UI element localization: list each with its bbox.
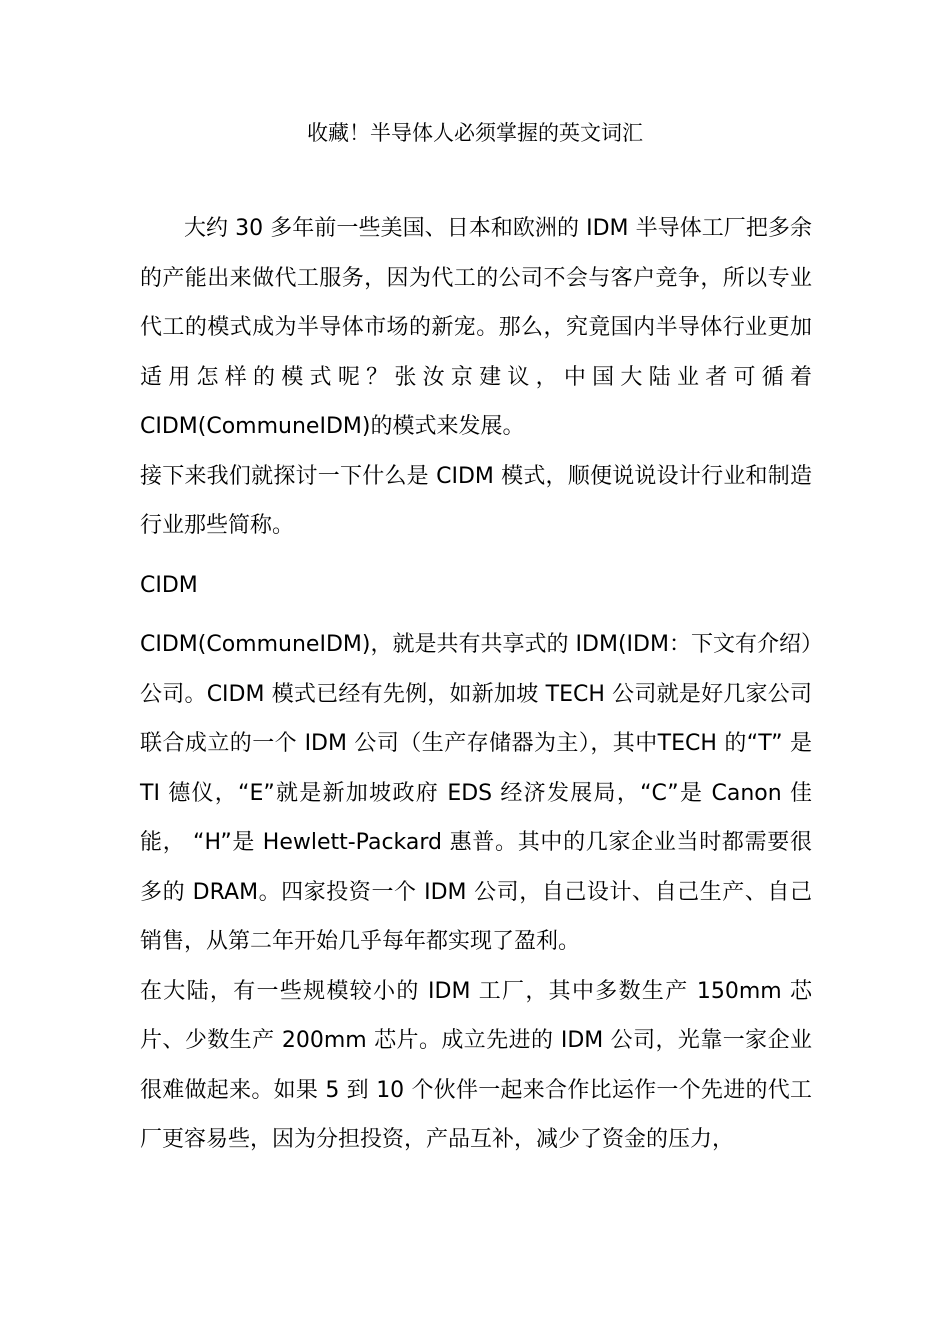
paragraph-cidm-definition: CIDM(CommuneIDM)，就是共有共享式的 IDM(IDM：下文有介绍）公司。CIDM 模式已经有先例，如新加坡 TECH 公司就是好几家公司联合成立的一个 IDM 公司（生产存储器为主），其中TECH 的“T” 是 TI 德仪，“E”就是新加坡政府 EDS 经济发展局，“C”是 Canon 佳能， “H”是 Hewlett-Packard 惠普。其中的几家企业当时都需要很多的 DRAM。四家投资一个 IDM 公司，自己设计、自己生产、自己销售，从第二年开始几乎每年都实现了盈利。 xyxy=(140,632,812,954)
paragraph-intro: 大约 30 多年前一些美国、日本和欧洲的 IDM 半导体工厂把多余的产能出来做代工服务，因为代工的公司不会与客户竞争，所以专业代工的模式成为半导体市场的新宠。那么，究竟国内半导体行业更加适用怎样的模式呢？张汝京建议，中国大陆业者可循着 CIDM(CommuneIDM)的模式来发展。 xyxy=(140,216,812,439)
paragraph-cidm-question: 接下来我们就探讨一下什么是 CIDM 模式，顺便说说设计行业和制造行业那些简称。 xyxy=(140,463,812,538)
document-body xyxy=(140,204,812,1165)
section-heading-cidm: CIDM xyxy=(140,572,198,598)
paragraph-mainland-idm: 在大陆，有一些规模较小的 IDM 工厂，其中多数生产 150mm 芯片、少数生产 200mm 芯片。成立先进的 IDM 公司，光靠一家企业很难做起来。如果 5 到 10 个伙伴一起来合作比运作一个先进的代工厂更容易些，因为分担投资，产品互补，减少了资金的压力， xyxy=(140,978,812,1152)
document-title: 收藏！半导体人必须掌握的英文词汇 xyxy=(307,121,643,145)
